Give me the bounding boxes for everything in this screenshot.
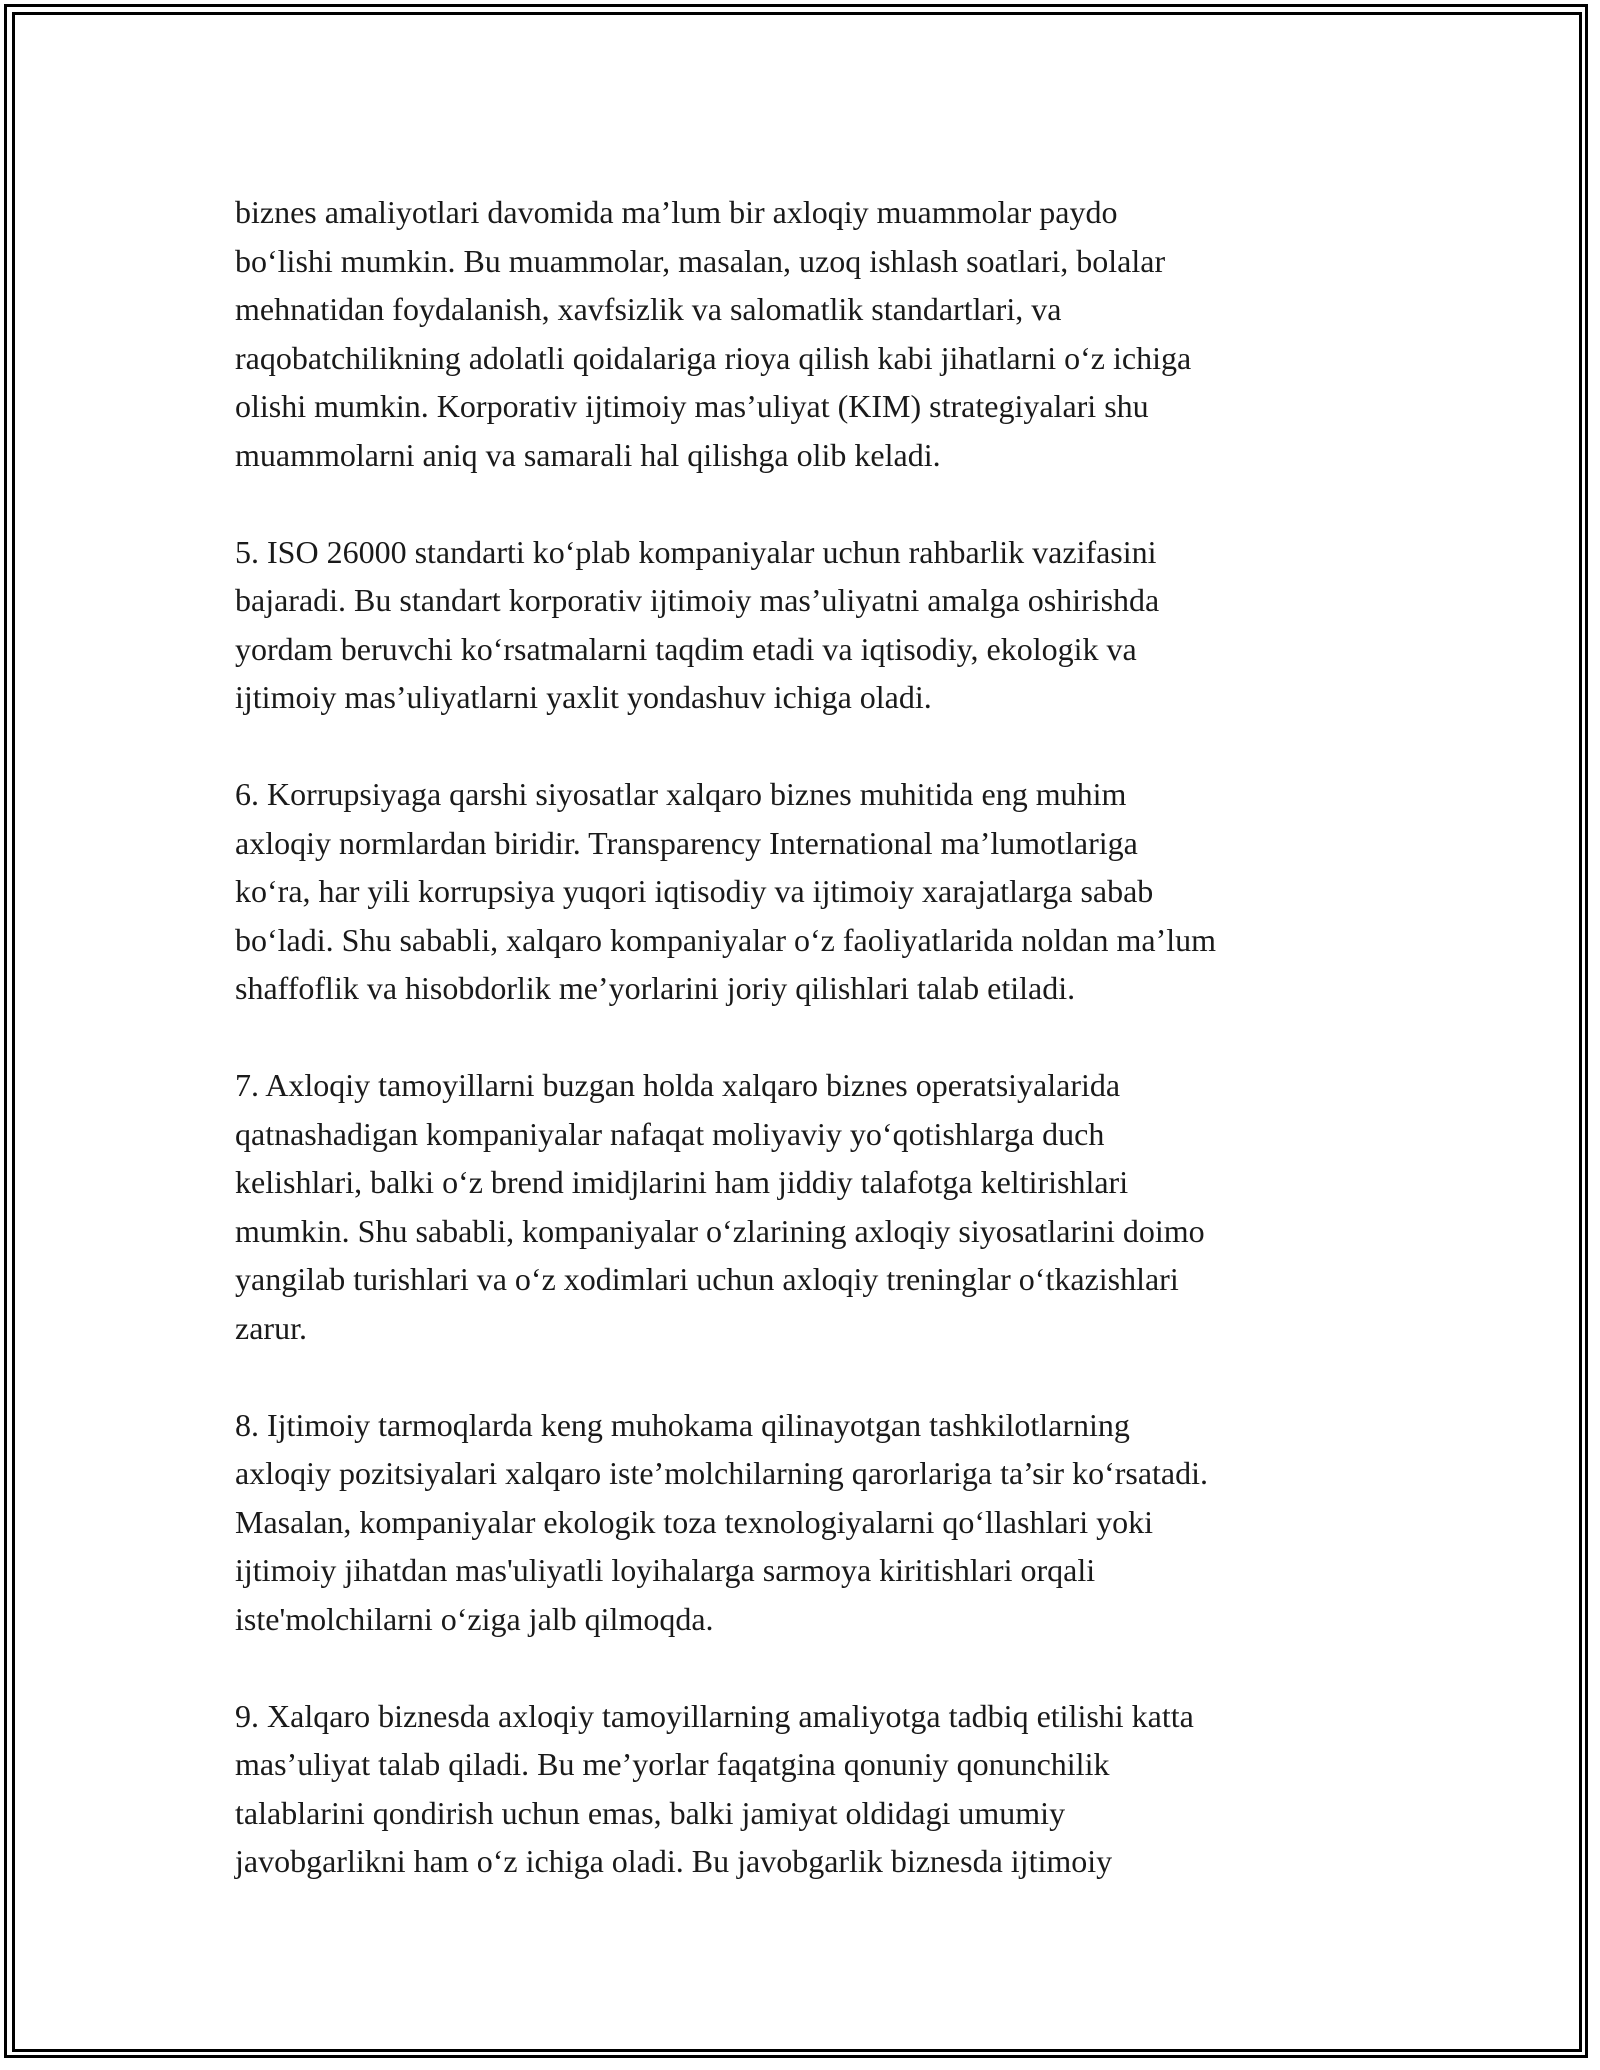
text-line: yangilab turishlari va o‘z xodimlari uchun axloqiy treninglar o‘tkazishlari [235, 1261, 1179, 1297]
text-line: bo‘ladi. Shu sababli, xalqaro kompaniyalar o‘z faoliyatlarida noldan ma’lum [235, 921, 1217, 958]
text-line: kelishlari, balki o‘z brend imidjlarini ham jiddiy talafotga keltirishlari [235, 1164, 1129, 1200]
text-line: shaffoflik va hisobdorlik me’yorlarini joriy qilishlari talab etiladi. [235, 970, 1076, 1006]
text-line: javobgarlikni ham o‘z ichiga oladi. Bu javobgarlik biznesda ijtimoiy [235, 1843, 1113, 1879]
text-line: qatnashadigan kompaniyalar nafaqat moliyaviy yo‘qotishlarga duch [235, 1115, 1105, 1152]
paragraph-8 [235, 1401, 1395, 1644]
text-line: 6. Korrupsiyaga qarshi siyosatlar xalqaro biznes muhitida eng muhim [235, 776, 1127, 812]
paragraph-7 [235, 1061, 1395, 1352]
text-line: yordam beruvchi ko‘rsatmalarni taqdim etadi va iqtisodiy, ekologik va [235, 630, 1137, 667]
text-line: bo‘lishi mumkin. Bu muammolar, masalan, uzoq ishlash soatlari, bolalar [235, 242, 1166, 279]
paragraph-continuation [235, 188, 1395, 479]
text-line: Masalan, kompaniyalar ekologik toza texnologiyalarni qo‘llashlari yoki [235, 1503, 1153, 1540]
text-line: iste'molchilarni o‘ziga jalb qilmoqda. [235, 1600, 714, 1637]
text-line: axloqiy normlardan biridir. Transparency International ma’lumotlariga [235, 824, 1138, 861]
text-line: ijtimoiy jihatdan mas'uliyatli loyihalarga sarmoya kiritishlari orqali [235, 1552, 1096, 1588]
paragraph-5 [235, 528, 1395, 722]
text-line: biznes amaliyotlari davomida ma’lum bir axloqiy muammolar paydo [235, 194, 1118, 230]
text-line: 8. Ijtimoiy tarmoqlarda keng muhokama qilinayotgan tashkilotlarning [235, 1406, 1130, 1443]
text-line: mumkin. Shu sababli, kompaniyalar o‘zlarining axloqiy siyosatlarini doimo [235, 1212, 1205, 1249]
text-line: ijtimoiy mas’uliyatlarni yaxlit yondashuv ichiga oladi. [235, 679, 932, 715]
text-line: 7. Axloqiy tamoyillarni buzgan holda xalqaro biznes operatsiyalarida [235, 1067, 1121, 1103]
text-line: mas’uliyat talab qiladi. Bu me’yorlar faqatgina qonuniy qonunchilik [235, 1746, 1110, 1782]
paragraph-6 [235, 770, 1395, 1013]
document-body [235, 188, 1395, 1934]
text-line: 5. ISO 26000 standarti ko‘plab kompaniyalar uchun rahbarlik vazifasini [235, 533, 1157, 570]
text-line: raqobatchilikning adolatli qoidalariga rioya qilish kabi jihatlarni o‘z ichiga [235, 339, 1192, 376]
text-line: talablarini qondirish uchun emas, balki jamiyat oldidagi umumiy [235, 1794, 1066, 1831]
text-line: olishi mumkin. Korporativ ijtimoiy mas’uliyat (KIM) strategiyalari shu [235, 388, 1149, 424]
text-line: ko‘ra, har yili korrupsiya yuqori iqtisodiy va ijtimoiy xarajatlarga sabab [235, 873, 1154, 909]
text-line: axloqiy pozitsiyalari xalqaro iste’molchilarning qarorlariga ta’sir ko‘rsatadi. [235, 1455, 1209, 1491]
paragraph-9 [235, 1692, 1395, 1886]
text-line: zarur. [235, 1309, 307, 1346]
text-line: muammolarni aniq va samarali hal qilishga olib keladi. [235, 436, 941, 473]
text-line: 9. Xalqaro biznesda axloqiy tamoyillarning amaliyotga tadbiq etilishi katta [235, 1697, 1194, 1734]
text-line: bajaradi. Bu standart korporativ ijtimoiy mas’uliyatni amalga oshirishda [235, 582, 1160, 618]
text-line: mehnatidan foydalanish, xavfsizlik va salomatlik standartlari, va [235, 291, 1062, 327]
